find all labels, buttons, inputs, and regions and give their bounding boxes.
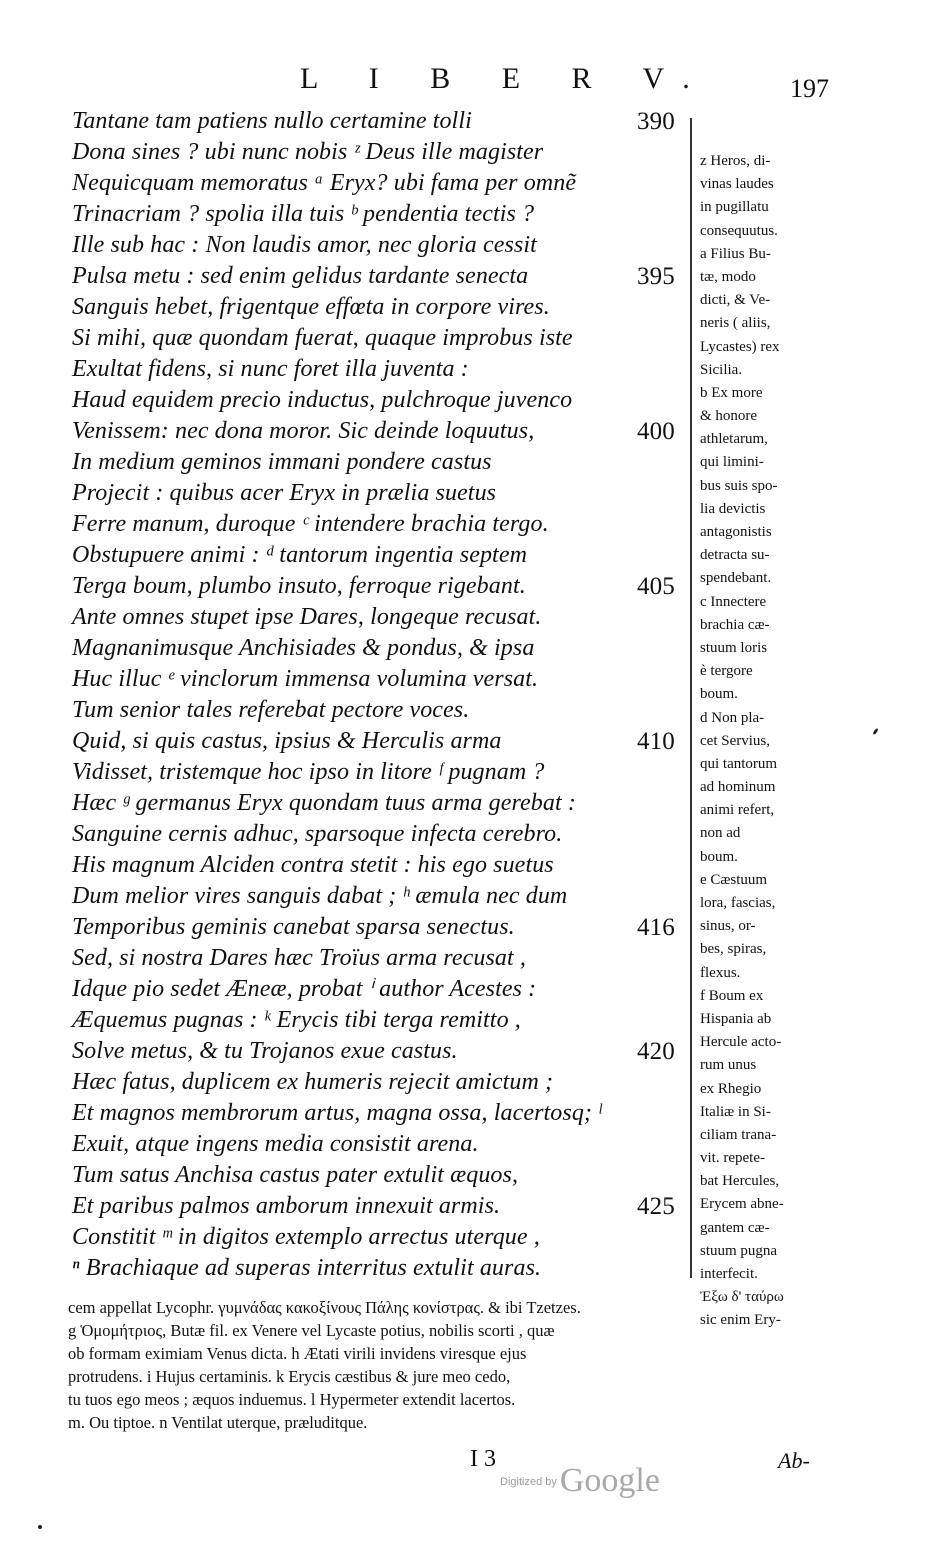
verse-text-content: Projecit : quibus acer Eryx in prælia suetus (72, 480, 497, 506)
margin-rule (690, 118, 692, 1278)
marginal-note-line: b Ex more (700, 384, 763, 401)
verse-line (72, 1005, 692, 1036)
marginal-note-line: Ἐξω δ' ταύρω (700, 1289, 784, 1306)
verse-text-content: Haud equidem precio inductus, pulchroque juvenco (72, 387, 573, 413)
marginal-note-line: stuum pugna (700, 1242, 778, 1259)
verse-text-content: Quid, si quis castus, ipsius & Herculis arma (72, 728, 502, 754)
verse-line (72, 478, 692, 509)
verse-text-content: Sed, si nostra Dares hæc Troïus arma recusat , (72, 945, 526, 971)
verse-line (72, 850, 692, 881)
marginal-note-line: athletarum, (700, 431, 768, 448)
marginal-note-line: Italiæ in Si- (700, 1103, 771, 1120)
verse-text-content: Trinacriam ? spolia illa tuis ᵇ pendentia tectis ? (72, 201, 535, 227)
verse-line (72, 788, 692, 819)
verse-text-content: Terga boum, plumbo insuto, ferroque rigebant. (72, 573, 526, 599)
marginal-note-line: interfecit. (700, 1266, 758, 1282)
verse-text-content: Ille sub hac : Non laudis amor, nec gloria cessit (72, 232, 537, 258)
verse-text-content: His magnum Alciden contra stetit : his ego suetus (72, 852, 554, 878)
line-number: 410 (637, 728, 675, 755)
marginal-note-line: bus suis spo- (700, 477, 778, 494)
footnote-line: ob formam eximiam Venus dicta. h Ætati virili invidens viresque ejus (68, 1344, 527, 1363)
verse-text-content: Ante omnes stupet ipse Dares, longeque recusat. (72, 604, 542, 630)
verse-text-content: Nequicquam memoratus ᵃ Eryx? ubi fama per omnẽ (72, 170, 577, 196)
verse-line (72, 757, 692, 788)
marginal-note-line: ciliam trana- (700, 1126, 777, 1143)
verse-text-content: Si mihi, quæ quondam fuerat, quaque improbus iste (72, 325, 573, 351)
catchword: Ab- (778, 1448, 810, 1473)
verse-line (72, 912, 692, 943)
running-head (300, 62, 829, 103)
verse-line (72, 261, 692, 292)
marginal-note-line: sinus, or- (700, 918, 756, 935)
line-number: 405 (637, 573, 675, 600)
marginal-note-line: Sicilia. (700, 361, 743, 378)
verse-line (72, 602, 692, 633)
verse-text-content: Exultat fidens, si nunc foret illa juventa : (72, 356, 469, 382)
verse-text-content: Solve metus, & tu Trojanos exue castus. (72, 1038, 458, 1064)
marginal-note-line: lora, fascias, (700, 895, 776, 911)
footnote-line: m. Ou tiptoe. n Ventilat uterque, præluditque. (68, 1413, 368, 1432)
line-number: 390 (637, 108, 675, 135)
marginal-note-line: Lycastes) rex (700, 338, 780, 355)
verse-line (72, 509, 692, 540)
verse-line (72, 1036, 692, 1067)
marginal-note-line: d Non pla- (700, 709, 765, 726)
marginal-note-line: consequutus. (700, 222, 778, 239)
marginal-note-line: Hercule acto- (700, 1034, 782, 1051)
verse-text-content: Idque pio sedet Æneæ, probat ⁱ author Acestes : (72, 976, 537, 1002)
verse-text-content: Tum satus Anchisa castus pater extulit æquos, (72, 1162, 519, 1188)
marginal-note-line: & honore (700, 408, 758, 425)
verse-line (72, 1160, 692, 1191)
verse-line (72, 1098, 692, 1129)
marginal-note-line: sic enim Ery- (700, 1312, 781, 1329)
verse-line (72, 106, 692, 137)
signature-mark: I 3 (470, 1446, 496, 1472)
marginal-note-line: bes, spiras, (700, 941, 767, 958)
verse-line (72, 633, 692, 664)
verse-line (72, 292, 692, 323)
marginal-note-line: tæ, modo (700, 268, 756, 285)
verse-line (72, 943, 692, 974)
marginal-note-line: animi refert, (700, 802, 775, 819)
verse-line (72, 695, 692, 726)
marginal-note-line: spendebant. (700, 570, 772, 587)
marginal-note-line: gantem cæ- (700, 1219, 770, 1236)
verse-line (72, 1253, 692, 1284)
watermark-prefix: Digitized by (500, 1476, 557, 1488)
verse-text-content: Constitit ᵐ in digitos extemplo arrectus uterque , (72, 1224, 540, 1250)
line-number: 420 (637, 1038, 675, 1065)
verse-line (72, 1129, 692, 1160)
marginal-note-line: c Innectere (700, 593, 767, 610)
verse-text-content: Sanguis hebet, frigentque effœta in corpore vires. (72, 294, 550, 320)
verse-text-content: Pulsa metu : sed enim gelidus tardante senecta (72, 263, 529, 289)
verse-text-content: Obstupuere animi : ᵈ tantorum ingentia septem (72, 542, 528, 568)
digitization-watermark (500, 1462, 660, 1500)
verse-text-content: Exuit, atque ingens media consistit arena. (72, 1131, 479, 1157)
verse-text-content: Hæc ᵍ germanus Eryx quondam tuus arma gerebat : (72, 790, 576, 816)
verse-text-content: Dona sines ? ubi nunc nobis ᶻ Deus ille magister (72, 139, 544, 165)
verse-text-content: Tum senior tales referebat pectore voces. (72, 697, 470, 723)
marginal-note-line: lia devictis (700, 500, 766, 517)
verse-text-content: Et paribus palmos amborum innexuit armis. (72, 1193, 501, 1219)
marginal-note-line: qui limini- (700, 454, 764, 471)
verse-text-content: In medium geminos immani pondere castus (72, 449, 492, 475)
verse-line (72, 230, 692, 261)
footnote-line: g Ὁμομήτριος, Butæ fil. ex Venere vel Lycaste potius, nobilis scorti , quæ (68, 1321, 555, 1340)
marginal-note-line: qui tantorum (700, 755, 778, 772)
verse-line (72, 540, 692, 571)
verse-line (72, 664, 692, 695)
marginal-note-line: è tergore (700, 663, 753, 680)
verse-text-content: Tantane tam patiens nullo certamine tolli (72, 108, 472, 134)
verse-line (72, 1222, 692, 1253)
verse-line (72, 137, 692, 168)
marginal-note-line: in pugillatu (700, 199, 769, 216)
verse-line (72, 447, 692, 478)
marginal-note-line: flexus. (700, 964, 741, 981)
verse-line (72, 323, 692, 354)
verse-line (72, 974, 692, 1005)
verse-line (72, 819, 692, 850)
marginal-note-line: f Boum ex (700, 987, 764, 1004)
footnote-line: tu tuos ego meos ; æquos induemus. l Hypermeter extendit lacertos. (68, 1390, 516, 1409)
verse-line (72, 1191, 692, 1222)
marginal-note-line: detracta su- (700, 547, 770, 564)
marginal-note-line: Erycem abne- (700, 1196, 784, 1213)
marginal-note-line: rum unus (700, 1057, 757, 1074)
footnote-line: cem appellat Lycophr. γυμνάδας κακοξίνους Πάλης κονίστρας. & ibi Tzetzes. (68, 1298, 581, 1317)
verse-text-content: Temporibus geminis canebat sparsa senectus. (72, 914, 515, 940)
verse-line (72, 571, 692, 602)
verse-text-content: Magnanimusque Anchisiades & pondus, & ipsa (72, 635, 535, 661)
marginal-note-line: cet Servius, (700, 732, 770, 749)
google-logo: Google (559, 1462, 660, 1499)
ink-speck (38, 1525, 42, 1529)
line-number: 425 (637, 1193, 675, 1220)
verse-line (72, 416, 692, 447)
footnote-line: protrudens. i Hujus certaminis. k Erycis cæstibus & jure meo cedo, (68, 1367, 511, 1386)
marginal-note-line: brachia cæ- (700, 616, 770, 633)
marginal-note-line: stuum loris (700, 639, 768, 656)
marginal-note-line: boum. (700, 848, 738, 865)
verse-text-content: Ferre manum, duroque ᶜ intendere brachia tergo. (72, 511, 549, 537)
verse-text (72, 106, 692, 1284)
marginal-note-line: antagonistis (700, 524, 772, 540)
marginal-note-line: e Cæstuum (700, 871, 768, 888)
line-number: 395 (637, 263, 675, 290)
verse-line (72, 1067, 692, 1098)
verse-text-content: Sanguine cernis adhuc, sparsoque infecta cerebro. (72, 821, 563, 847)
marginal-note-line: dicti, & Ve- (700, 292, 771, 309)
marginal-note-line: bat Hercules, (700, 1173, 780, 1190)
verse-text-content: Vidisset, tristemque hoc ipso in litore ᶠ pugnam ? (72, 759, 545, 785)
verse-text-content: Huc illuc ᵉ vinclorum immensa volumina versat. (72, 666, 539, 692)
marginal-note-line: Hispania ab (700, 1010, 772, 1027)
verse-text-content: Dum melior vires sanguis dabat ; ʰ æmula nec dum (72, 883, 568, 909)
marginal-note-line: ex Rhegio (700, 1080, 762, 1097)
verse-text-content: ⁿ Brachiaque ad superas interritus extulit auras. (72, 1255, 542, 1281)
verse-line (72, 199, 692, 230)
ink-speck (872, 728, 878, 735)
marginal-note-line: boum. (700, 686, 738, 703)
marginal-note-line: neris ( aliis, (700, 315, 771, 332)
marginal-note-line: z Heros, di- (700, 153, 771, 169)
line-number: 400 (637, 418, 675, 445)
marginal-note-line: non ad (700, 825, 741, 842)
marginal-note-line: vit. repete- (700, 1150, 765, 1167)
verse-text-content: Et magnos membrorum artus, magna ossa, lacertosq; ˡ (72, 1100, 602, 1126)
marginal-note-line: vinas laudes (700, 176, 774, 193)
verse-text-content: Hæc fatus, duplicem ex humeris rejecit amictum ; (72, 1069, 554, 1095)
footnotes (68, 1296, 848, 1434)
marginal-notes (700, 150, 840, 1333)
marginal-note-line: a Filius Bu- (700, 245, 771, 262)
page-number: 197 (790, 74, 829, 103)
verse-line (72, 726, 692, 757)
verse-line (72, 881, 692, 912)
verse-text-content: Venissem: nec dona moror. Sic deinde loquutus, (72, 418, 535, 444)
line-number: 416 (637, 914, 675, 941)
verse-line (72, 385, 692, 416)
verse-line (72, 354, 692, 385)
marginal-note-line: ad hominum (700, 779, 776, 796)
verse-line (72, 168, 692, 199)
verse-text-content: Æquemus pugnas : ᵏ Erycis tibi terga remitto , (72, 1007, 521, 1033)
running-head-title: L I B E R V. (300, 62, 712, 95)
